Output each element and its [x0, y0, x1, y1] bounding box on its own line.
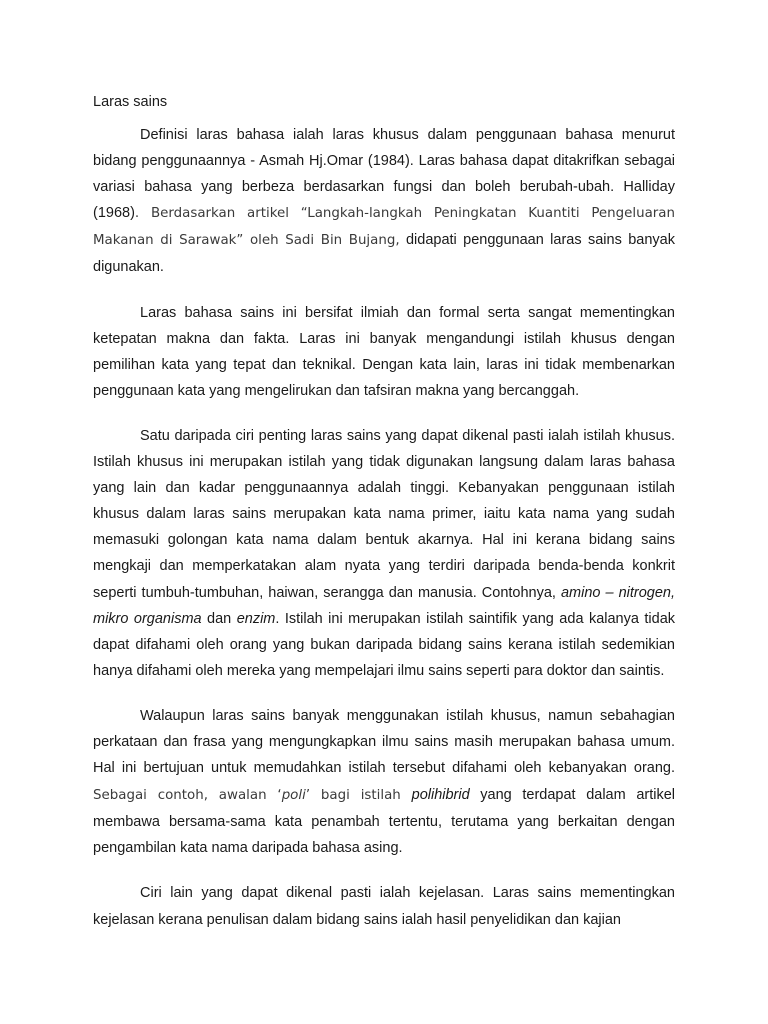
paragraph-general-language — [93, 703, 675, 862]
document-title: Laras sains — [93, 94, 168, 110]
paragraph-general-language-text-c: ’ bagi istilah — [305, 788, 412, 804]
paragraph-special-terms-text-b: dan — [201, 610, 237, 627]
paragraph-definition-text-c: didapati penggunaan laras sains banyak digunakan. — [93, 232, 675, 276]
paragraph-definition — [93, 122, 675, 281]
paragraph-characteristics: Laras bahasa sains ini bersifat ilmiah dan formal serta sangat mementingkan ketepatan makna dan fakta. Laras ini banyak mengandungi istilah khusus dengan pemilihan kata yang tepat dan teknikal. Dengan kata lain, laras ini tidak membenarkan penggunaan kata yang mengelirukan dan tafsiran makna yang bercanggah. — [93, 304, 675, 399]
paragraph-definition-text-a: Definisi laras bahasa ialah laras khusus dalam penggunaan bahasa menurut bidang penggunaannya - Asmah Hj.Omar (1984). Laras bahasa dapat ditakrifkan sebagai variasi bahasa yang berbeza berdasarkan fungsi dan boleh berubah-ubah. Halliday (1968) — [93, 127, 675, 222]
term-polihibrid-italic: polihibrid — [411, 787, 470, 804]
document-page — [93, 92, 675, 952]
paragraph-general-language-text-a: Walaupun laras sains banyak menggunakan istilah khusus, namun sebahagian perkataan dan frasa yang mengungkapkan ilmu sains masih merupakan bahasa umum. Hal ini bertujuan untuk memudahkan istilah tersebut difahami oleh kebanyakan orang. — [93, 707, 675, 777]
paragraph-definition-article-ref: . Berdasarkan artikel “Langkah-langkah Peningkatan Kuantiti Pengeluaran Makanan di Sarawak” oleh Sadi Bin Bujang, — [93, 206, 675, 249]
example-terms-italic: amino – nitrogen, mikro organisma — [93, 584, 675, 627]
paragraph-clarity: Ciri lain yang dapat dikenal pasti ialah kejelasan. Laras sains mementingkan kejelasan kerana penulisan dalam bidang sains ialah hasil penyelidikan dan kajian — [93, 885, 675, 928]
paragraph-general-language-text-d: yang terdapat dalam artikel membawa bersama-sama kata penambah tertentu, terutama yang berkaitan dengan pengambilan kata nama daripada bahasa asing. — [93, 787, 675, 857]
paragraph-general-language-example-intro: Sebagai contoh, awalan ‘ — [93, 788, 282, 804]
paragraph-special-terms-text-a: Satu daripada ciri penting laras sains yang dapat dikenal pasti ialah istilah khusus. Istilah khusus ini merupakan istilah yang tidak digunakan langsung dalam laras bahasa yang lain dan kadar penggunaannya adalah tinggi. Kebanyakan penggunaan istilah khusus dalam laras sains merupakan kata nama primer, iaitu kata nama yang sudah memasuki golongan kata nama dalam bentuk akarnya. Hal ini kerana bidang sains mengkaji dan memperkatakan alam nyata yang terdiri daripada benda-benda konkrit seperti tumbuh-tumbuhan, haiwan, serangga dan manusia. Contohnya, — [93, 427, 675, 601]
prefix-poli-italic: poli — [281, 788, 306, 804]
example-enzim-italic: enzim — [236, 610, 276, 627]
paragraph-special-terms — [93, 423, 675, 684]
paragraph-special-terms-text-c: . Istilah ini merupakan istilah saintifik yang ada kalanya tidak dapat difahami oleh orang yang bukan daripada bidang sains kerana istilah sedemikian hanya difahami oleh mereka yang mempelajari ilmu sains seperti para doktor dan saintis. — [93, 610, 676, 679]
